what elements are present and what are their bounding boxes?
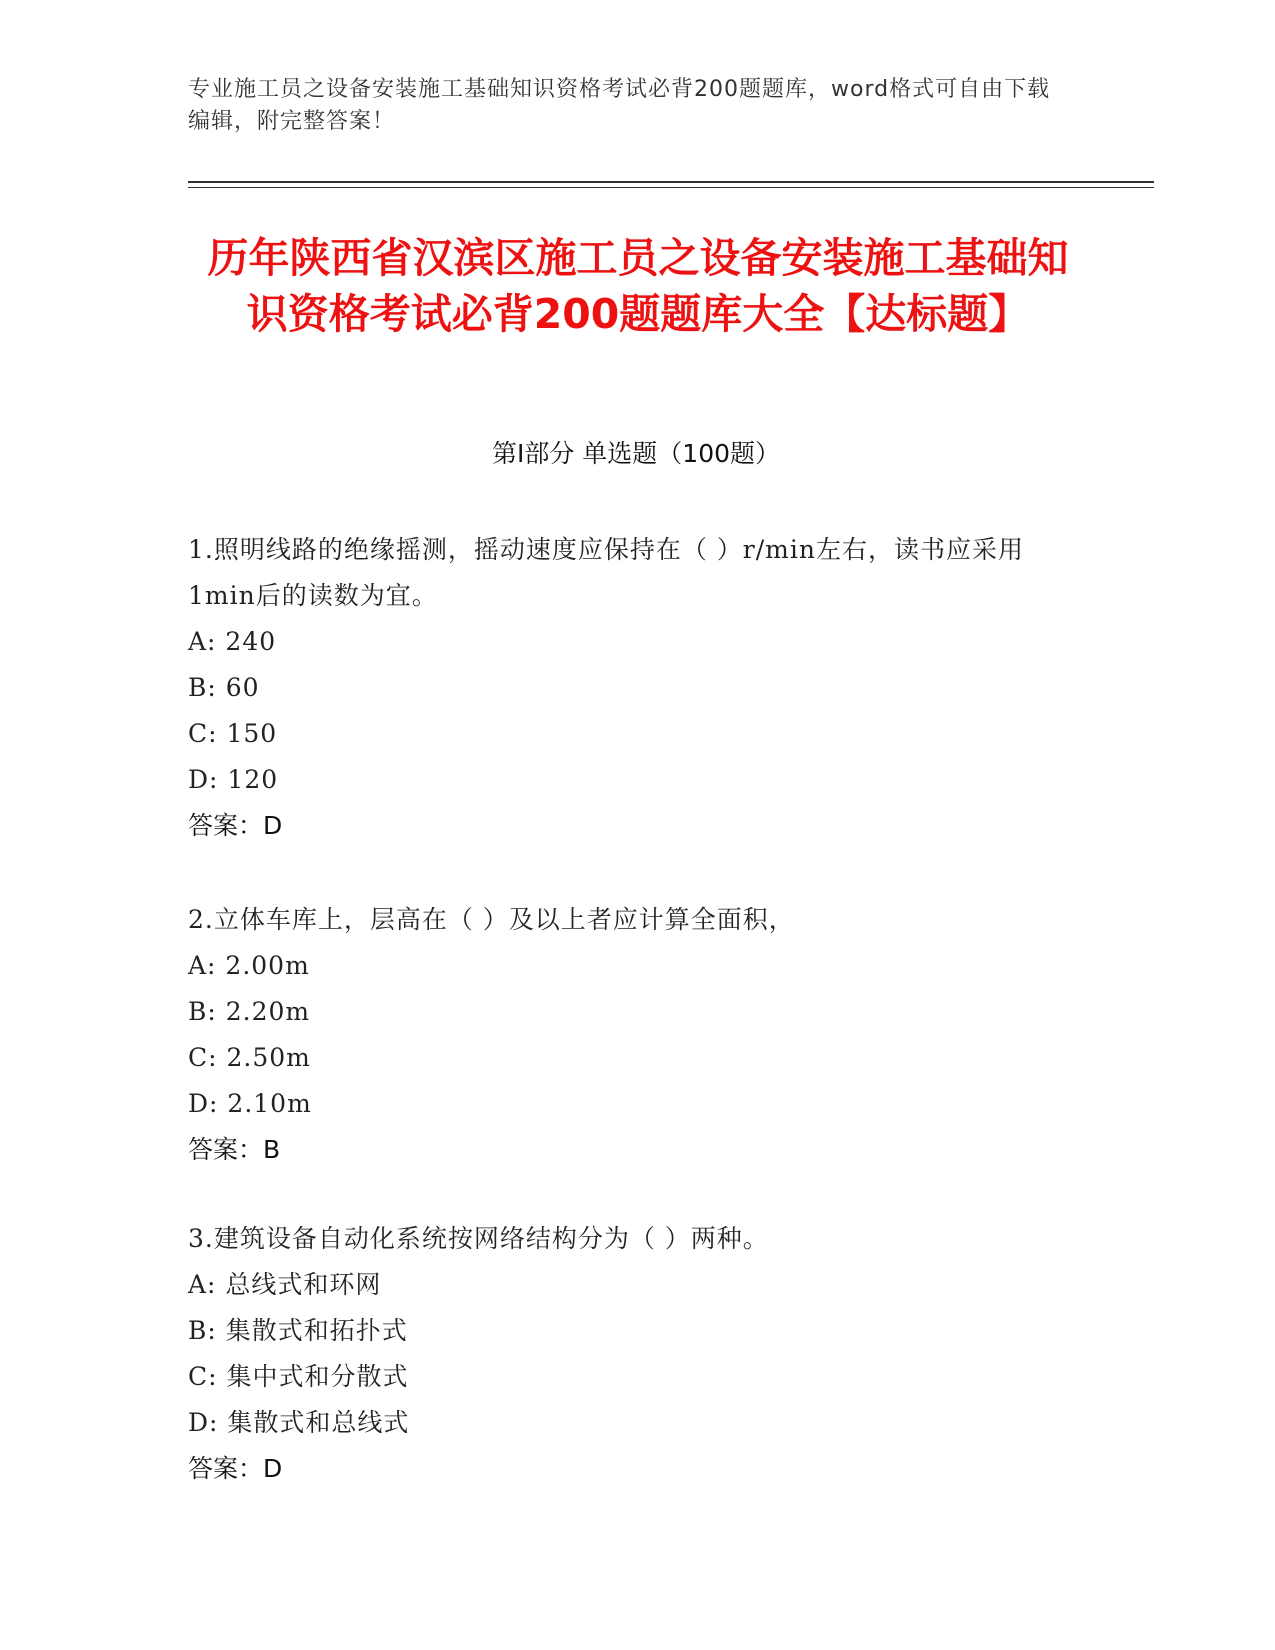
option-b: B: 集散式和拓扑式	[188, 1316, 408, 1345]
option-d: D: 集散式和总线式	[188, 1408, 410, 1437]
document-title: 历年陕西省汉滨区施工员之设备安装施工基础知识资格考试必背200题题库大全【达标题】	[207, 234, 1069, 338]
question-stem: 1.照明线路的绝缘摇测，摇动速度应保持在（ ）r/min左右，读书应采用1min后的读数为宜。	[188, 535, 1024, 610]
question-3	[188, 1216, 1088, 1492]
option-d: D: 2.10m	[188, 1089, 312, 1118]
header-divider-thin	[188, 187, 1154, 188]
option-a: A: 2.00m	[188, 951, 310, 980]
question-1	[188, 527, 1088, 849]
answer: 答案：D	[188, 1454, 283, 1483]
question-stem: 2.立体车库上，层高在（ ）及以上者应计算全面积，	[188, 905, 795, 934]
answer: 答案：D	[188, 811, 283, 840]
option-c: C: 2.50m	[188, 1043, 311, 1072]
option-b: B: 60	[188, 673, 260, 702]
header-divider-thick	[188, 181, 1154, 183]
option-b: B: 2.20m	[188, 997, 311, 1026]
option-a: A: 240	[188, 627, 277, 656]
header-note: 专业施工员之设备安装施工基础知识资格考试必背200题题库，word格式可自由下载编辑，附完整答案！	[188, 77, 1051, 134]
question-2	[188, 897, 1088, 1173]
option-c: C: 150	[188, 719, 278, 748]
question-stem: 3.建筑设备自动化系统按网络结构分为（ ）两种。	[188, 1224, 769, 1253]
answer: 答案：B	[188, 1135, 281, 1164]
option-c: C: 集中式和分散式	[188, 1362, 409, 1391]
option-d: D: 120	[188, 765, 279, 794]
option-a: A: 总线式和环网	[188, 1270, 382, 1299]
section-title: 第Ⅰ部分 单选题（100题）	[491, 439, 781, 468]
